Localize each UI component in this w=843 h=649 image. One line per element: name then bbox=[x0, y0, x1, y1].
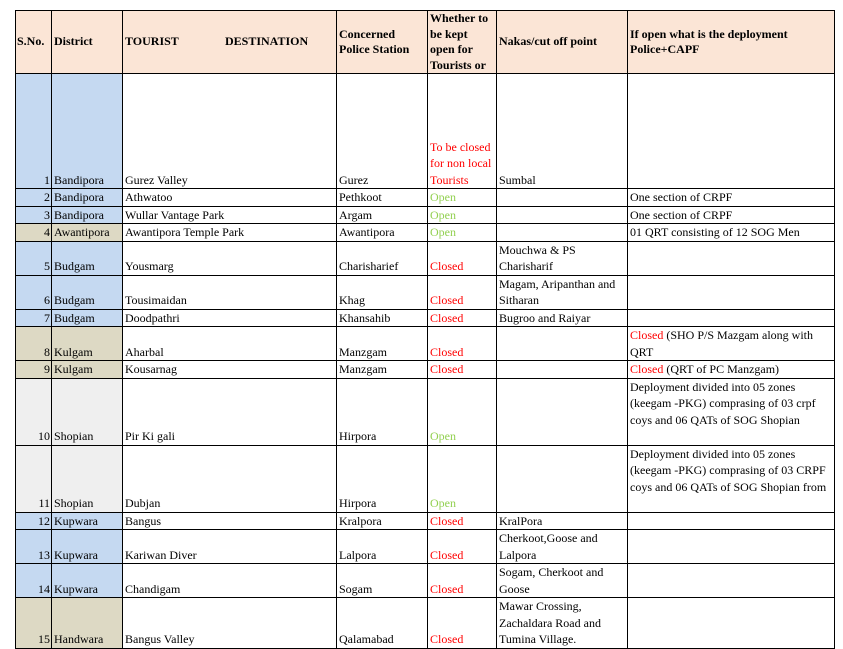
cell-nakas bbox=[497, 361, 628, 379]
deployment-text: (SHO P/S Mazgam along with QRT bbox=[630, 328, 814, 359]
cell-nakas bbox=[497, 378, 628, 445]
cell-nakas: KralPora bbox=[497, 512, 628, 530]
cell-status: Open bbox=[428, 206, 497, 224]
cell-status: Open bbox=[428, 189, 497, 207]
header-police-station: Concerned Police Station bbox=[337, 11, 428, 74]
table-row bbox=[16, 564, 835, 598]
cell-destination: Chandigam bbox=[123, 564, 337, 598]
table-header-row bbox=[16, 11, 835, 74]
cell-district: Kulgam bbox=[52, 327, 123, 361]
cell-deployment bbox=[628, 275, 835, 309]
cell-district: Bandipora bbox=[52, 206, 123, 224]
cell-deployment bbox=[628, 74, 835, 189]
cell-sno: 8 bbox=[16, 327, 52, 361]
cell-destination: Kariwan Diver bbox=[123, 530, 337, 564]
cell-status: Closed bbox=[428, 275, 497, 309]
cell-status: Closed bbox=[428, 327, 497, 361]
cell-police-station: Sogam bbox=[337, 564, 428, 598]
cell-nakas bbox=[497, 189, 628, 207]
cell-police-station: Manzgam bbox=[337, 361, 428, 379]
cell-sno: 6 bbox=[16, 275, 52, 309]
header-tourist-destination bbox=[123, 11, 337, 74]
table-row bbox=[16, 241, 835, 275]
cell-status: To be closed for non local Tourists bbox=[428, 74, 497, 189]
cell-status: Open bbox=[428, 445, 497, 512]
cell-nakas: Bugroo and Raiyar bbox=[497, 309, 628, 327]
cell-deployment: 01 QRT consisting of 12 SOG Men bbox=[628, 224, 835, 242]
cell-district: Kulgam bbox=[52, 361, 123, 379]
cell-sno: 11 bbox=[16, 445, 52, 512]
cell-status: Closed bbox=[428, 530, 497, 564]
table-row bbox=[16, 206, 835, 224]
header-keep-open: Whether to be kept open for Tourists or bbox=[428, 11, 497, 74]
table-row bbox=[16, 598, 835, 649]
cell-nakas: Sogam, Cherkoot and Goose bbox=[497, 564, 628, 598]
cell-destination: Athwatoo bbox=[123, 189, 337, 207]
cell-police-station: Awantipora bbox=[337, 224, 428, 242]
cell-police-station: Qalamabad bbox=[337, 598, 428, 649]
cell-deployment bbox=[628, 564, 835, 598]
cell-nakas: Mawar Crossing, Zachaldara Road and Tumina Village. bbox=[497, 598, 628, 649]
cell-deployment bbox=[628, 327, 835, 361]
cell-police-station: Gurez bbox=[337, 74, 428, 189]
cell-status: Closed bbox=[428, 241, 497, 275]
table-row bbox=[16, 309, 835, 327]
cell-police-station: Kralpora bbox=[337, 512, 428, 530]
cell-nakas: Magam, Aripanthan and Sitharan bbox=[497, 275, 628, 309]
cell-deployment bbox=[628, 309, 835, 327]
cell-destination: Bangus Valley bbox=[123, 598, 337, 649]
tourist-destination-table bbox=[15, 10, 835, 649]
cell-district: Kupwara bbox=[52, 530, 123, 564]
cell-deployment bbox=[628, 241, 835, 275]
cell-sno: 7 bbox=[16, 309, 52, 327]
cell-sno: 3 bbox=[16, 206, 52, 224]
table-row bbox=[16, 378, 835, 445]
cell-status: Open bbox=[428, 224, 497, 242]
cell-sno: 13 bbox=[16, 530, 52, 564]
header-nakas: Nakas/cut off point bbox=[497, 11, 628, 74]
cell-destination: Yousmarg bbox=[123, 241, 337, 275]
table-row bbox=[16, 275, 835, 309]
cell-district: Budgam bbox=[52, 275, 123, 309]
cell-sno: 1 bbox=[16, 74, 52, 189]
deployment-closed-label: Closed bbox=[630, 328, 664, 342]
cell-district: Bandipora bbox=[52, 189, 123, 207]
table-row bbox=[16, 327, 835, 361]
deployment-text: (QRT of PC Manzgam) bbox=[663, 362, 780, 376]
cell-sno: 9 bbox=[16, 361, 52, 379]
cell-police-station: Hirpora bbox=[337, 445, 428, 512]
table-row bbox=[16, 189, 835, 207]
cell-deployment bbox=[628, 512, 835, 530]
cell-district: Bandipora bbox=[52, 74, 123, 189]
cell-district: Budgam bbox=[52, 241, 123, 275]
cell-police-station: Charisharief bbox=[337, 241, 428, 275]
cell-destination: Awantipora Temple Park bbox=[123, 224, 337, 242]
cell-police-station: Pethkoot bbox=[337, 189, 428, 207]
cell-nakas bbox=[497, 327, 628, 361]
cell-status: Closed bbox=[428, 361, 497, 379]
cell-district: Handwara bbox=[52, 598, 123, 649]
table-row bbox=[16, 224, 835, 242]
cell-sno: 10 bbox=[16, 378, 52, 445]
header-district: District bbox=[52, 11, 123, 74]
cell-district: Budgam bbox=[52, 309, 123, 327]
cell-police-station: Hirpora bbox=[337, 378, 428, 445]
table-row bbox=[16, 361, 835, 379]
cell-destination: Tousimaidan bbox=[123, 275, 337, 309]
cell-police-station: Argam bbox=[337, 206, 428, 224]
cell-deployment: One section of CRPF bbox=[628, 189, 835, 207]
cell-destination: Pir Ki gali bbox=[123, 378, 337, 445]
document-page bbox=[15, 10, 835, 649]
cell-nakas bbox=[497, 206, 628, 224]
cell-destination: Doodpathri bbox=[123, 309, 337, 327]
cell-deployment bbox=[628, 361, 835, 379]
cell-destination: Wullar Vantage Park bbox=[123, 206, 337, 224]
cell-destination: Aharbal bbox=[123, 327, 337, 361]
cell-deployment: Deployment divided into 05 zones (keegam -PKG) comprasing of 03 CRPF coys and 06 QATs of SOG Shopian from bbox=[628, 445, 835, 512]
cell-sno: 2 bbox=[16, 189, 52, 207]
header-tourist: TOURIST bbox=[125, 34, 179, 49]
header-sno: S.No. bbox=[16, 11, 52, 74]
deployment-closed-label: Closed bbox=[630, 362, 664, 376]
cell-sno: 12 bbox=[16, 512, 52, 530]
cell-status: Open bbox=[428, 378, 497, 445]
cell-district: Kupwara bbox=[52, 512, 123, 530]
cell-destination: Gurez Valley bbox=[123, 74, 337, 189]
cell-nakas bbox=[497, 224, 628, 242]
cell-district: Awantipora bbox=[52, 224, 123, 242]
cell-police-station: Khansahib bbox=[337, 309, 428, 327]
cell-sno: 4 bbox=[16, 224, 52, 242]
cell-district: Shopian bbox=[52, 378, 123, 445]
cell-nakas: Cherkoot,Goose and Lalpora bbox=[497, 530, 628, 564]
cell-district: Shopian bbox=[52, 445, 123, 512]
cell-deployment: One section of CRPF bbox=[628, 206, 835, 224]
cell-deployment bbox=[628, 530, 835, 564]
cell-status: Closed bbox=[428, 598, 497, 649]
cell-nakas bbox=[497, 445, 628, 512]
cell-sno: 15 bbox=[16, 598, 52, 649]
cell-status: Closed bbox=[428, 512, 497, 530]
cell-police-station: Manzgam bbox=[337, 327, 428, 361]
cell-destination: Bangus bbox=[123, 512, 337, 530]
cell-destination: Dubjan bbox=[123, 445, 337, 512]
header-destination: DESTINATION bbox=[225, 34, 309, 49]
cell-status: Closed bbox=[428, 564, 497, 598]
cell-deployment bbox=[628, 598, 835, 649]
cell-district: Kupwara bbox=[52, 564, 123, 598]
table-row bbox=[16, 512, 835, 530]
cell-nakas: Sumbal bbox=[497, 74, 628, 189]
cell-nakas: Mouchwa & PS Charisharif bbox=[497, 241, 628, 275]
table-row bbox=[16, 445, 835, 512]
cell-sno: 5 bbox=[16, 241, 52, 275]
cell-destination: Kousarnag bbox=[123, 361, 337, 379]
header-deployment: If open what is the deployment Police+CAPF bbox=[628, 11, 835, 74]
cell-deployment: Deployment divided into 05 zones (keegam -PKG) comprasing of 03 crpf coys and 06 QATs of SOG Shopian bbox=[628, 378, 835, 445]
table-row bbox=[16, 74, 835, 189]
cell-status: Closed bbox=[428, 309, 497, 327]
cell-police-station: Lalpora bbox=[337, 530, 428, 564]
cell-police-station: Khag bbox=[337, 275, 428, 309]
table-row bbox=[16, 530, 835, 564]
cell-sno: 14 bbox=[16, 564, 52, 598]
